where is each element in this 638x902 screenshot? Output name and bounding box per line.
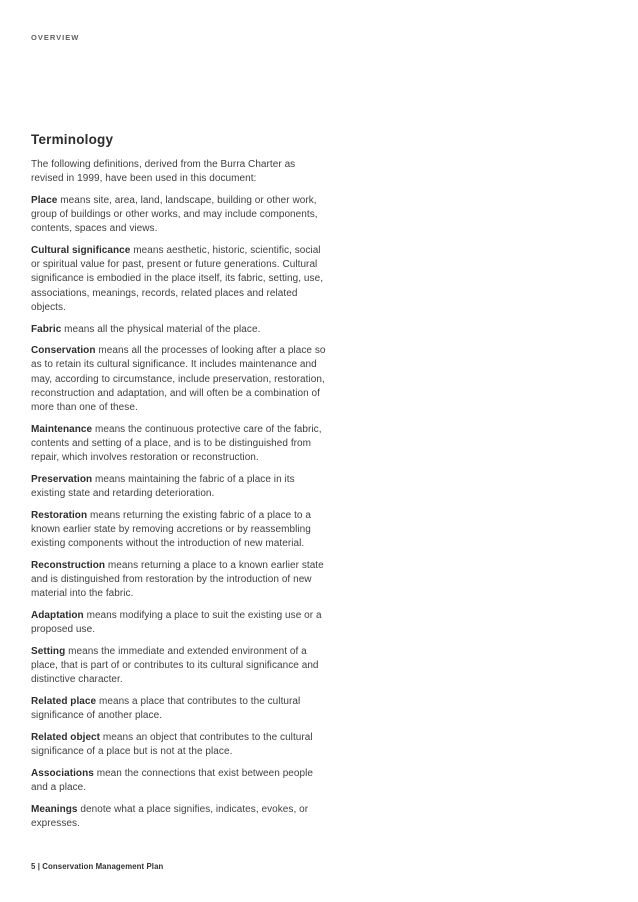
footer-separator: |: [37, 862, 41, 871]
definition-paragraph: [31, 695, 326, 723]
page-title: Terminology: [31, 132, 114, 147]
definition-text: means all the physical material of the place.: [64, 323, 261, 335]
document-title: Conservation Management Plan: [42, 862, 164, 871]
definition-paragraph: [31, 609, 326, 637]
definition-term: Related place: [31, 696, 97, 707]
definition-text: means the immediate and extended environment of a place, that is part of or contributes to its cultural significance and distinctive character.: [31, 645, 319, 686]
definition-term: Setting: [31, 645, 66, 657]
definition-term: Maintenance: [31, 423, 93, 435]
definition-paragraph: [31, 323, 326, 337]
definition-text: means a place that contributes to the cultural significance of another place.: [31, 696, 301, 722]
definition-text: means all the processes of looking after a place so as to retain its cultural significance. It includes maintenance and may, according to circumstance, include preservation, restoration, reconstruction and adaptation, and will often be a combination of more than one of these.: [31, 345, 326, 414]
definition-term: Restoration: [31, 509, 88, 521]
definition-term: Associations: [31, 767, 94, 779]
definition-text: means returning the existing fabric of a place to a known earlier state by removing accretions or by reassembling existing components without the introduction of new material.: [31, 509, 311, 550]
definition-term: Conservation: [31, 345, 96, 357]
page-footer: [31, 862, 163, 871]
definition-paragraph: [31, 731, 326, 759]
intro-paragraph: The following definitions, derived from the Burra Charter as revised in 1999, have been used in this document:: [31, 159, 296, 185]
definition-term: Cultural significance: [31, 245, 131, 257]
definition-term: Place: [31, 194, 58, 206]
definition-paragraph: [31, 559, 326, 602]
definition-paragraph: [31, 803, 326, 831]
page-content: [31, 132, 326, 839]
definition-paragraph: [31, 767, 326, 795]
definition-paragraph: [31, 645, 326, 688]
definition-paragraph: [31, 344, 326, 415]
section-header-label: OVERVIEW: [31, 33, 80, 42]
definition-text: means maintaining the fabric of a place in its existing state and retarding deterioration.: [31, 473, 295, 500]
definition-paragraph: [31, 509, 326, 552]
definition-term: Fabric: [31, 323, 62, 335]
definition-text: means returning a place to a known earlier state and is distinguished from restoration by the introduction of new material into the fabric.: [31, 559, 324, 600]
definition-term: Related object: [31, 731, 101, 743]
definition-paragraph: [31, 194, 326, 237]
definition-paragraph: [31, 244, 326, 315]
definition-text: denote what a place signifies, indicates, evokes, or expresses.: [31, 803, 309, 829]
definition-text: means aesthetic, historic, scientific, social or spiritual value for past, present or future generations. Cultural significance is embodied in the place itself, its fabric, setting, use, associations, meanings, records, related places and related objects.: [31, 245, 324, 313]
definition-text: mean the connections that exist between people and a place.: [31, 767, 314, 794]
definition-paragraph: [31, 423, 326, 466]
definitions-list: [31, 194, 326, 831]
definition-text: means an object that contributes to the cultural significance of a place but is not at the place.: [31, 731, 313, 758]
definition-paragraph: [31, 473, 326, 501]
definition-text: means the continuous protective care of the fabric, contents and setting of a place, and is to be distinguished from repair, which involves restoration or reconstruction.: [31, 423, 322, 464]
definition-term: Preservation: [31, 473, 93, 485]
definition-text: means site, area, land, landscape, building or other work, group of buildings or other works, and may include components, contents, spaces and views.: [31, 194, 318, 235]
page-number: 5: [31, 862, 36, 871]
definition-term: Adaptation: [31, 609, 84, 621]
definition-text: means modifying a place to suit the existing use or a proposed use.: [31, 609, 322, 636]
definition-term: Meanings: [31, 803, 78, 815]
definition-term: Reconstruction: [31, 559, 106, 571]
